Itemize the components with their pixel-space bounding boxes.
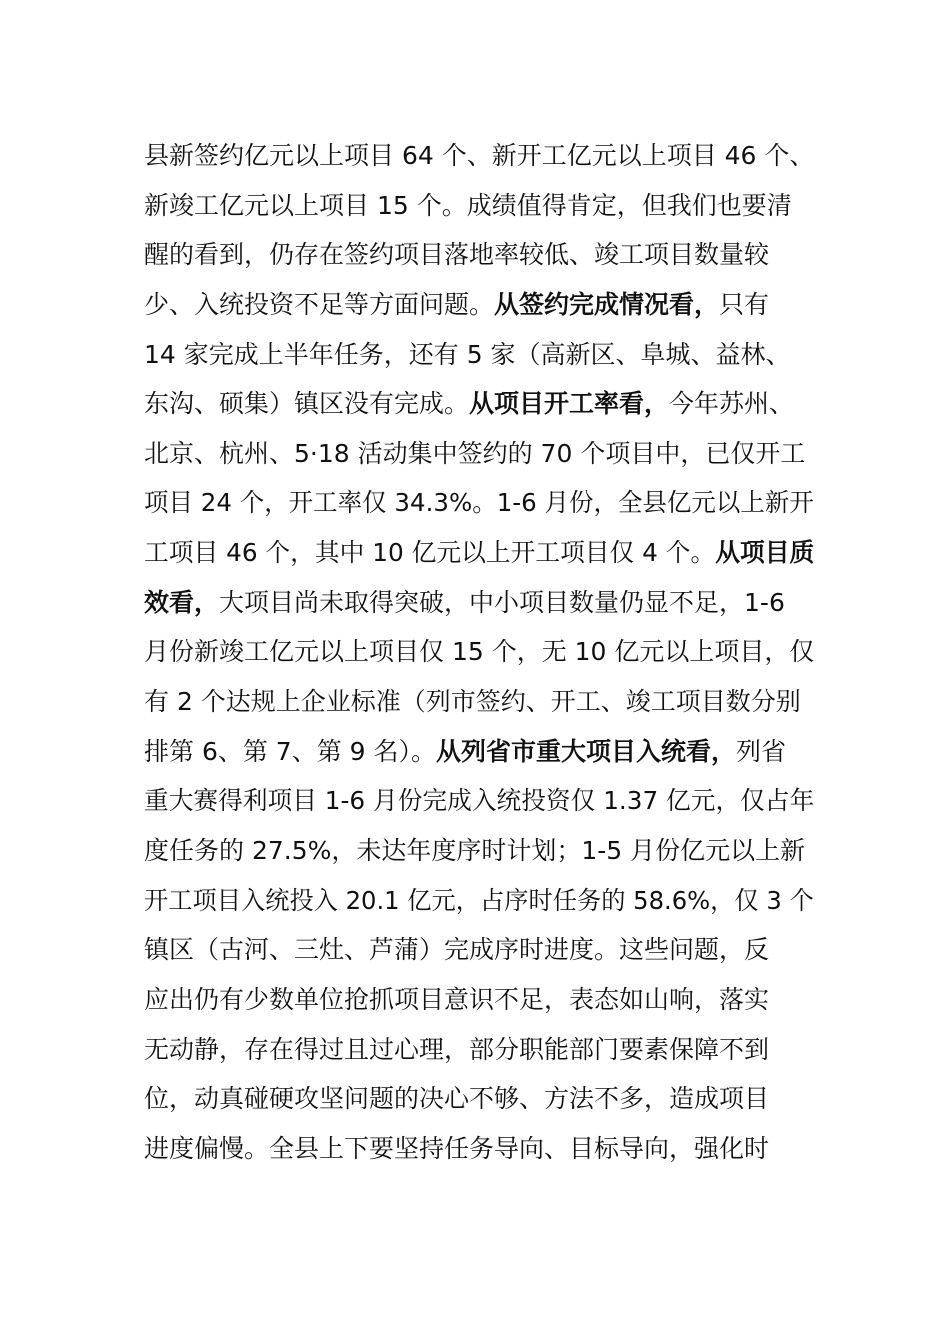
- text-segment: 新竣工亿元以上项目 15 个。成绩值得肯定，但我们也要清: [144, 190, 792, 220]
- text-line: [144, 677, 814, 727]
- text-segment: 位，动真碰硬攻坚问题的决心不够、方法不多，造成项目: [144, 1084, 770, 1114]
- text-segment: 进度偏慢。全县上下要坚持任务导向、目标导向，强化时: [144, 1133, 770, 1163]
- text-segment: 列省: [736, 736, 787, 766]
- text-segment: 度任务的 27.5%，未达年度序时计划；1-5 月份亿元以上新: [144, 835, 806, 865]
- text-segment: 有 2 个达规上企业标准（列市签约、开工、竣工项目数分别: [144, 687, 801, 717]
- text-line: [144, 330, 814, 380]
- text-segment: 月份新竣工亿元以上项目仅 15 个，无 10 亿元以上项目，仅: [144, 637, 815, 667]
- text-line: [144, 975, 814, 1025]
- text-segment: 今年苏州、: [669, 389, 795, 419]
- bold-text-segment: 从签约完成情况看，: [494, 289, 720, 319]
- text-line: [144, 379, 814, 429]
- text-segment: 项目 24 个，开工率仅 34.3%。1-6 月份，全县亿元以上新开: [144, 488, 814, 518]
- text-line: [144, 1025, 814, 1075]
- text-line: [144, 528, 815, 578]
- text-segment: 排第 6、第 7、第 9 名）。: [144, 736, 437, 766]
- text-line: [144, 876, 814, 926]
- text-segment: 开工项目入统投入 20.1 亿元，占序时任务的 58.6%，仅 3 个: [144, 885, 814, 915]
- text-segment: 只有: [719, 289, 770, 319]
- text-line: [144, 925, 814, 975]
- text-line: [144, 776, 815, 826]
- text-line: [144, 429, 814, 479]
- text-line: [144, 478, 814, 528]
- bold-text-segment: 从项目质: [715, 538, 815, 568]
- text-line: [144, 280, 814, 330]
- text-line: [144, 578, 814, 628]
- bold-text-segment: 从列省市重大项目入统看，: [436, 736, 737, 766]
- text-line: [144, 1124, 814, 1174]
- text-segment: 工项目 46 个，其中 10 亿元以上开工项目仅 4 个。: [144, 538, 716, 568]
- text-segment: 镇区（古河、三灶、芦蒲）完成序时进度。这些问题，反: [144, 935, 770, 965]
- text-segment: 14 家完成上半年任务，还有 5 家（高新区、阜城、益林、: [144, 339, 791, 369]
- text-line: [144, 826, 814, 876]
- text-line: [144, 1074, 814, 1124]
- text-segment: 重大赛得利项目 1-6 月份完成入统投资仅 1.37 亿元，仅占年: [144, 786, 815, 816]
- text-segment: 县新签约亿元以上项目 64 个、新开工亿元以上项目 46 个、: [144, 141, 815, 170]
- text-segment: 北京、杭州、5·18 活动集中签约的 70 个项目中，已仅开工: [144, 438, 806, 468]
- text-segment: 无动静，存在得过且过心理，部分职能部门要素保障不到: [144, 1034, 770, 1064]
- text-segment: 东沟、硕集）镇区没有完成。: [144, 389, 470, 419]
- text-line: [144, 727, 814, 777]
- text-segment: 应出仍有少数单位抢抓项目意识不足，表态如山响，落实: [144, 984, 770, 1014]
- text-segment: 少、入统投资不足等方面问题。: [144, 289, 495, 319]
- body-text: [144, 131, 814, 1173]
- text-segment: 醒的看到，仍存在签约项目落地率较低、竣工项目数量较: [144, 240, 770, 270]
- text-line: [144, 627, 814, 677]
- bold-text-segment: 效看，: [144, 587, 220, 617]
- text-line: [144, 230, 814, 280]
- bold-text-segment: 从项目开工率看，: [469, 389, 670, 419]
- text-line: [144, 131, 814, 181]
- text-line: [144, 181, 814, 231]
- text-segment: 大项目尚未取得突破，中小项目数量仍显不足，1-6: [219, 587, 785, 617]
